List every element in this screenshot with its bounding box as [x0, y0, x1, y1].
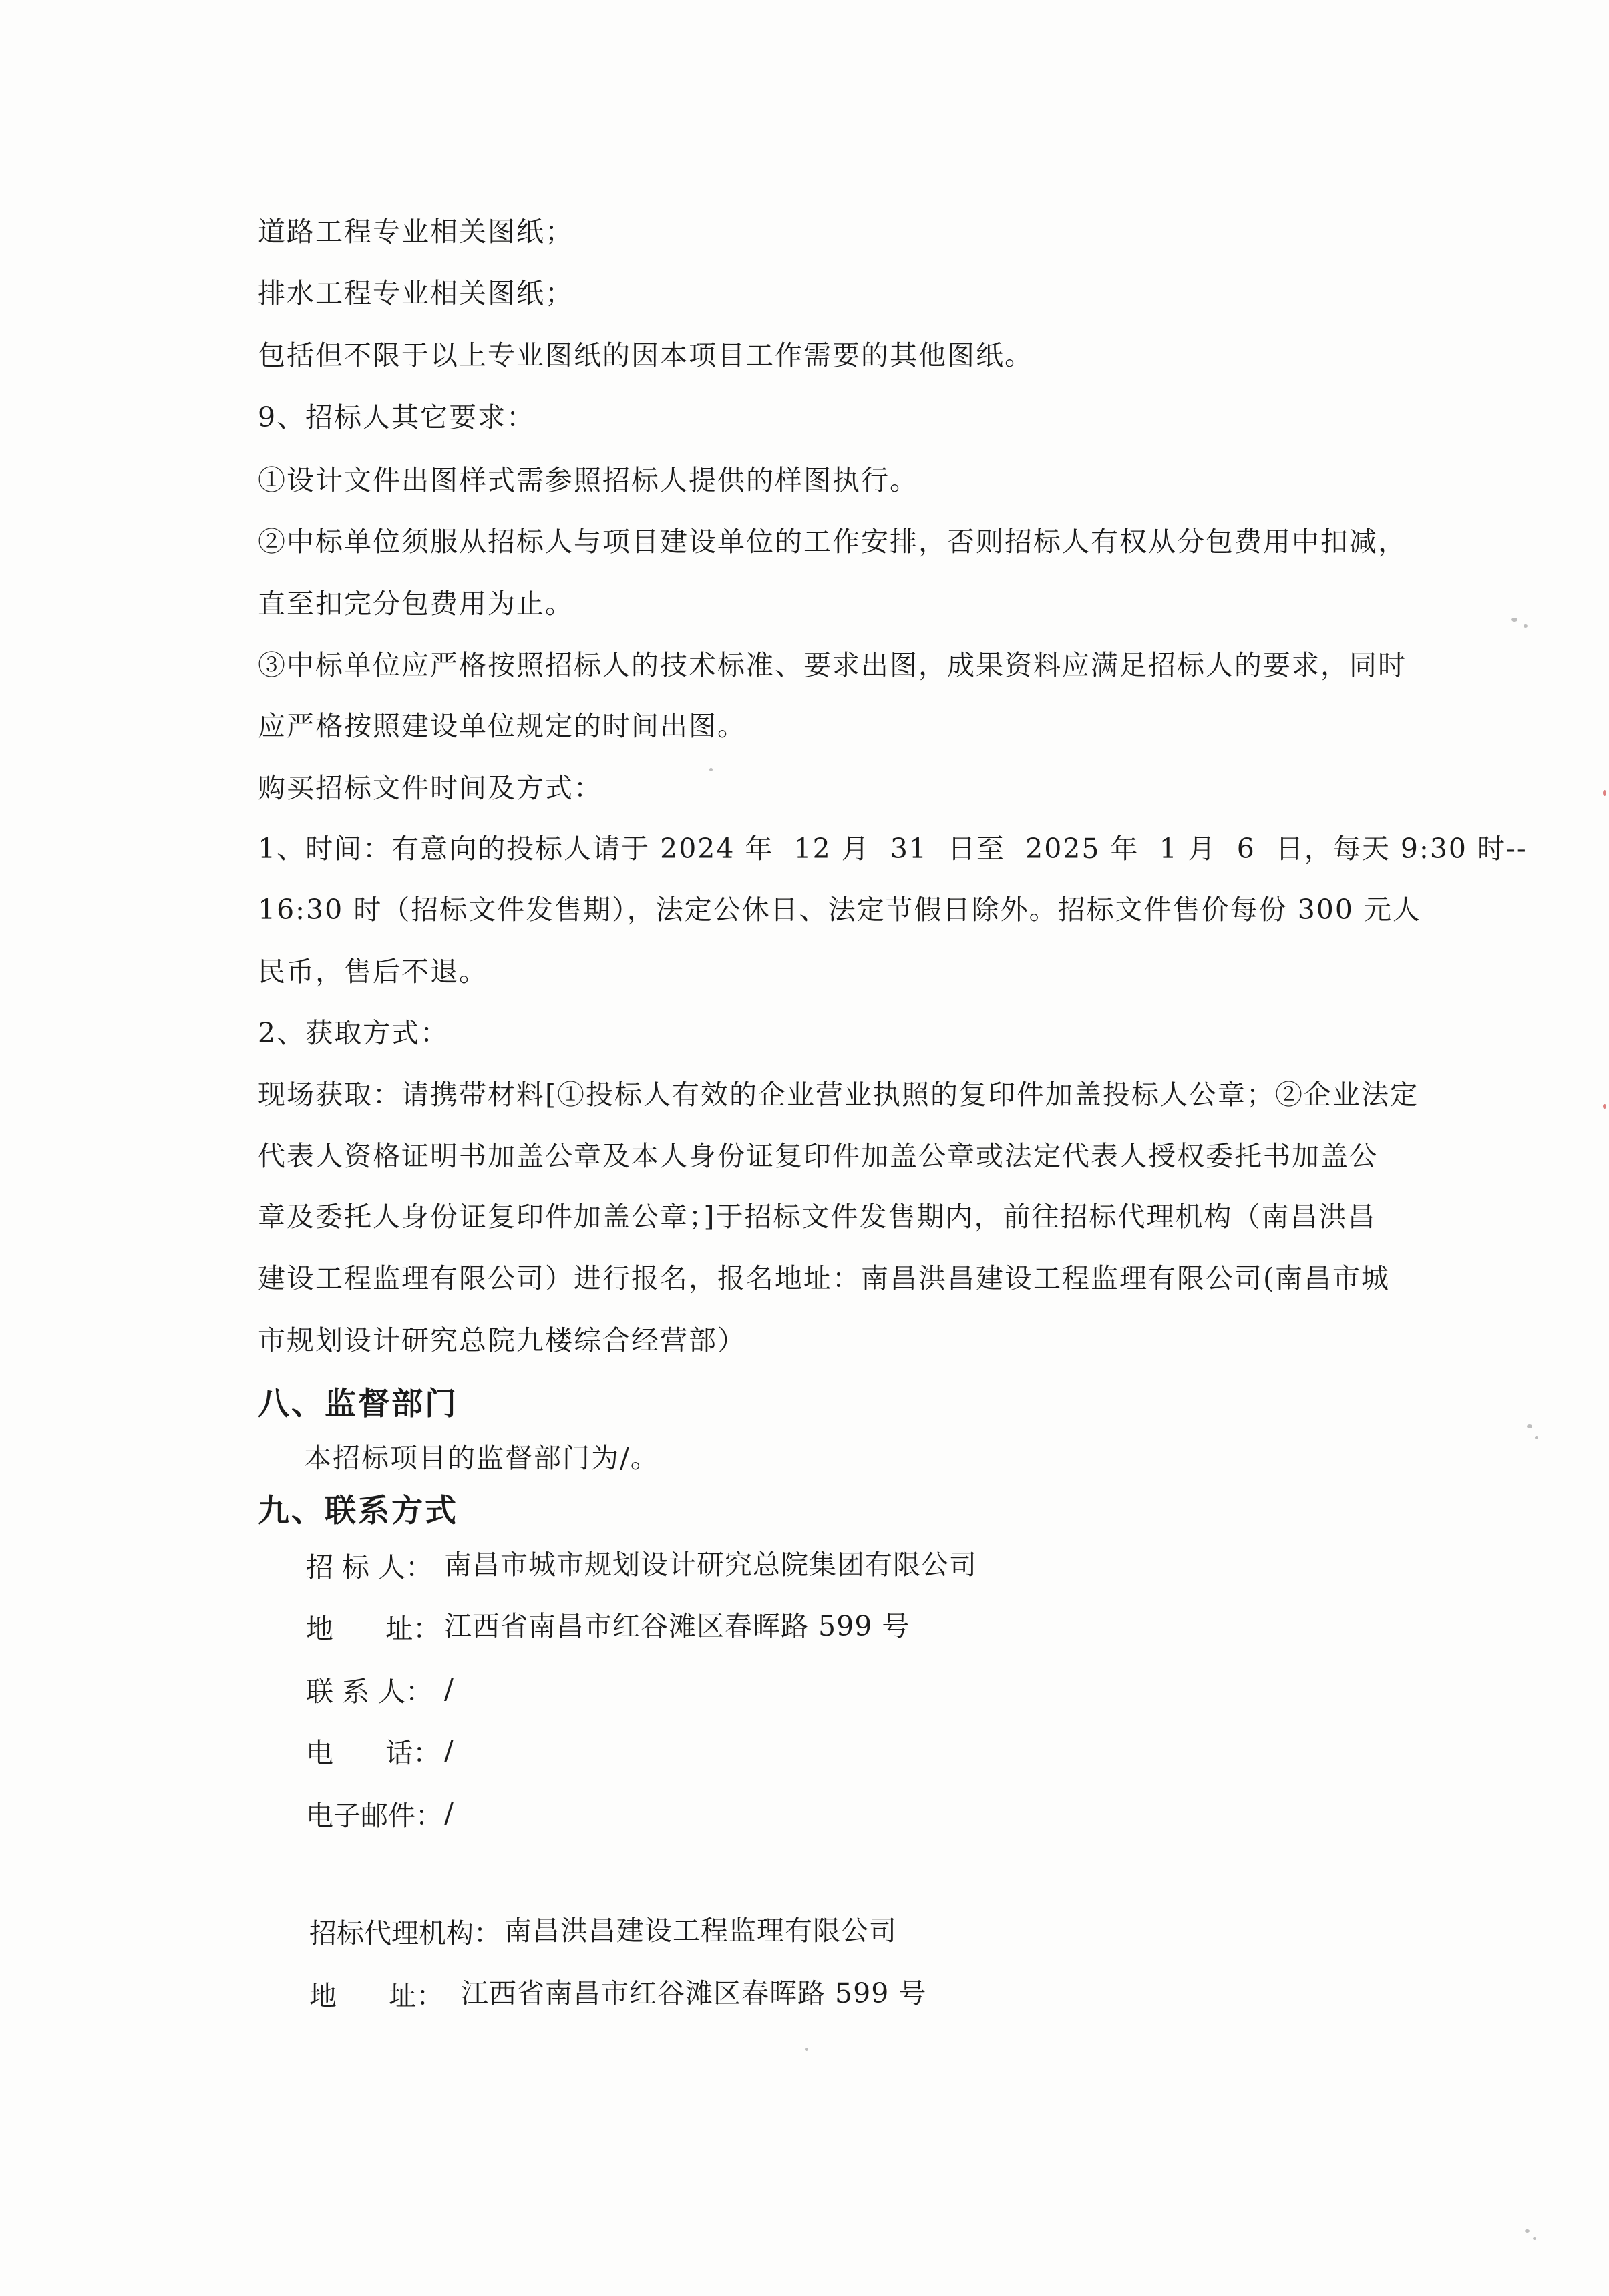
- body-line-obtain-a: 现场获取：请携带材料[①投标人有效的企业营业执照的复印件加盖投标人公章；②企业法定: [258, 1079, 1419, 1111]
- contact-value-address: 江西省南昌市红谷滩区春晖路 599 号: [444, 1610, 910, 1642]
- agency-label-address: 地 址：: [309, 1980, 444, 2012]
- contact-value-phone: /: [444, 1734, 454, 1766]
- body-line-requirement-2a: ②中标单位须服从招标人与项目建设单位的工作安排，否则招标人有权从分包费用中扣减，: [258, 526, 1407, 558]
- contact-value-tenderer: 南昌市城市规划设计研究总院集团有限公司: [444, 1549, 977, 1581]
- body-line-drawings-drainage: 排水工程专业相关图纸；: [258, 277, 574, 309]
- body-line-obtain-heading: 2、获取方式：: [258, 1017, 450, 1049]
- agency-value-name: 南昌洪昌建设工程监理有限公司: [504, 1915, 897, 1947]
- scan-speck: [1527, 1424, 1532, 1428]
- body-line-drawings-other: 包括但不限于以上专业图纸的因本项目工作需要的其他图纸。: [258, 339, 1033, 371]
- scan-speck: [1511, 618, 1517, 622]
- body-line-requirement-1: ①设计文件出图样式需参照招标人提供的样图执行。: [258, 464, 918, 496]
- contact-label-email: 电子邮件：: [306, 1800, 443, 1832]
- body-line-requirement-3b: 应严格按照建设单位规定的时间出图。: [258, 710, 746, 742]
- body-line-drawings-road: 道路工程专业相关图纸；: [258, 216, 574, 248]
- contact-label-phone: 电 话：: [306, 1737, 441, 1769]
- body-line-requirement-3a: ③中标单位应严格按照招标人的技术标准、要求出图，成果资料应满足招标人的要求，同时: [258, 649, 1407, 681]
- body-line-obtain-c: 章及委托人身份证复印件加盖公章；]于招标文件发售期内，前往招标代理机构（南昌洪昌: [258, 1201, 1377, 1233]
- agency-value-address: 江西省南昌市红谷滩区春晖路 599 号: [461, 1977, 927, 2010]
- scan-speck: [1533, 2237, 1536, 2240]
- agency-label-name: 招标代理机构：: [309, 1917, 501, 1949]
- body-line-purchase-time-c: 民币，售后不退。: [258, 956, 488, 988]
- scan-speck: [1525, 2229, 1530, 2233]
- scan-speck: [1603, 1104, 1606, 1109]
- body-line-requirements-heading: 9、招标人其它要求：: [258, 401, 536, 433]
- contact-value-person: /: [444, 1673, 454, 1705]
- body-line-obtain-e: 市规划设计研究总院九楼综合经营部）: [258, 1324, 746, 1356]
- scan-speck: [1524, 624, 1528, 628]
- body-line-purchase-heading: 购买招标文件时间及方式：: [258, 772, 602, 804]
- body-line-obtain-d: 建设工程监理有限公司）进行报名，报名地址：南昌洪昌建设工程监理有限公司(南昌市城: [258, 1262, 1390, 1294]
- contact-label-tenderer: 招 标 人：: [306, 1551, 433, 1583]
- section-8-text: 本招标项目的监督部门为/。: [304, 1442, 659, 1474]
- contact-label-person: 联 系 人：: [306, 1676, 433, 1708]
- scan-speck: [709, 768, 713, 771]
- body-line-requirement-2b: 直至扣完分包费用为止。: [258, 588, 574, 620]
- scan-speck: [1535, 1436, 1538, 1439]
- body-line-purchase-time-b: 16:30 时（招标文件发售期），法定公休日、法定节假日除外。招标文件售价每份 300 元人: [258, 894, 1422, 926]
- section-9-heading: 九、联系方式: [258, 1493, 458, 1529]
- body-line-obtain-b: 代表人资格证明书加盖公章及本人身份证复印件加盖公章或法定代表人授权委托书加盖公: [258, 1140, 1378, 1172]
- contact-value-email: /: [444, 1797, 454, 1829]
- scan-speck: [1603, 790, 1606, 796]
- scan-speck: [805, 2048, 808, 2051]
- body-line-purchase-time-a: 1、时间：有意向的投标人请于 2024 年 12 月 31 日至 2025 年 1 月 6 日，每天 9:30 时--: [258, 833, 1528, 865]
- section-8-heading: 八、监督部门: [258, 1386, 458, 1422]
- contact-label-address: 地 址：: [306, 1613, 441, 1645]
